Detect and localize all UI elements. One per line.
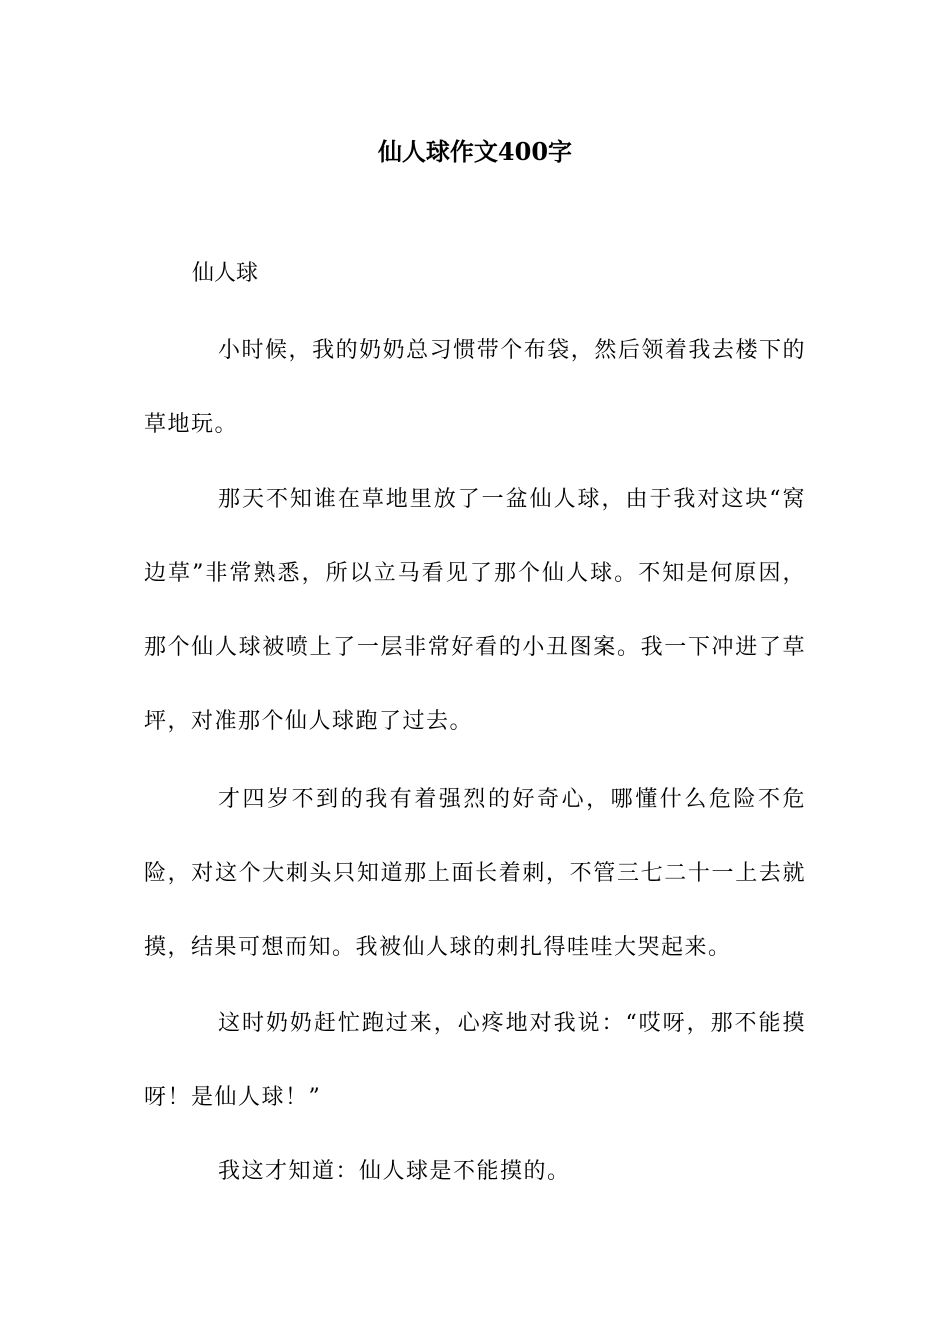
paragraph-3: 才四岁不到的我有着强烈的好奇心，哪懂什么危险不危险，对这个大刺头只知道那上面长着刺，不管三七二十一上去就摸，结果可想而知。我被仙人球的刺扎得哇哇大哭起来。 — [144, 787, 806, 960]
paragraph-5: 我这才知道：仙人球是不能摸的。 — [218, 1159, 571, 1184]
document-title: 仙人球作文400字 — [377, 137, 573, 166]
paragraph-4: 这时奶奶赶忙跑过来，心疼地对我说：“哎呀，那不能摸呀！是仙人球！” — [144, 1011, 806, 1110]
paragraph-1: 小时候，我的奶奶总习惯带个布袋，然后领着我去楼下的草地玩。 — [144, 338, 806, 437]
paragraph-2: 那天不知谁在草地里放了一盆仙人球，由于我对这块“窝边草”非常熟悉，所以立马看见了那个仙人球。不知是何原因，那个仙人球被喷上了一层非常好看的小丑图案。我一下冲进了草坪，对准那个仙人球跑了过去。 — [144, 487, 806, 734]
essay-heading: 仙人球 — [192, 261, 259, 286]
